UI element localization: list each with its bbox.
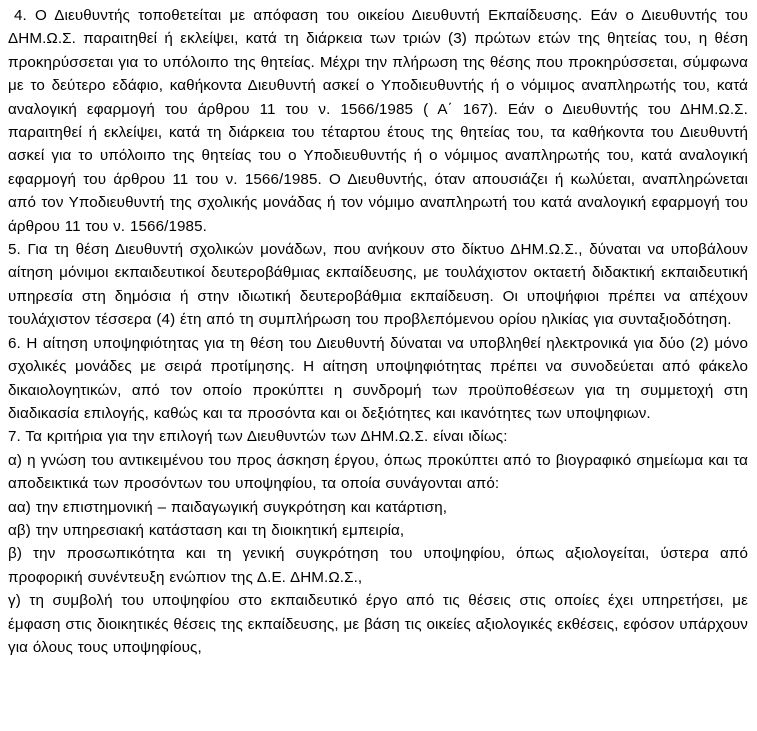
paragraph-item-alpha-alpha: αα) την επιστημονική – παιδαγωγική συγκρότηση και κατάρτιση,: [8, 498, 448, 516]
paragraph-item-beta: β) την προσωπικότητα και τη γενική συγκρότηση του υποψηφίου, όπως αξιολογείται, ύστερα από προφορική συνέντευξη ενώπιον της Δ.Ε. ΔΗΜ.Ω.Σ.,: [8, 545, 748, 586]
paragraph-item-gamma: γ) τη συμβολή του υποψηφίου στο εκπαιδευτικό έργο από τις θέσεις στις οποίες έχει υπηρετήσει, με έμφαση στις διοικητικές θέσεις της εκπαίδευσης, με βάση τις οικείες αξιολογικές εκθέσεις, εφόσον υπάρχουν για όλους τους υποψηφίους,: [8, 592, 748, 656]
paragraph-item-7: 7. Τα κριτήρια για την επιλογή των Διευθυντών των ΔΗΜ.Ω.Σ. είναι ιδίως:: [8, 428, 508, 446]
paragraph-item-6: 6. Η αίτηση υποψηφιότητας για τη θέση του Διευθυντή δύναται να υποβληθεί ηλεκτρονικά για δύο (2) μόνο σχολικές μονάδες με σειρά προτίμησης. Η αίτηση υποψηφιότητας πρέπει να συνοδεύεται από φάκελο δικαιολογητικών, από τον οποίο προκύπτει η συνδρομή των προϋποθέσεων για τη συμμετοχή στη διαδικασία επιλογής, καθώς και τα προσόντα και οι δεξιότητες και ικανότητες των υποψηφιων.: [8, 334, 748, 422]
paragraph-item-5: 5. Για τη θέση Διευθυντή σχολικών μονάδων, που ανήκουν στο δίκτυο ΔΗΜ.Ω.Σ., δύναται να υποβάλουν αίτηση μόνιμοι εκπαιδευτικοί δευτεροβάθμιας εκπαίδευσης, με τουλάχιστον οκταετή διδακτική εκπαιδευτική υπηρεσία στη δημόσια ή στην ιδιωτική δευτεροβάθμια εκπαίδευση. Οι υποψήφιοι πρέπει να απέχουν τουλάχιστον τέσσερα (4) έτη από τη συμπλήρωση του προβλεπόμενου ορίου ηλικίας για συνταξιοδότηση.: [8, 241, 748, 329]
paragraph-item-4: 4. Ο Διευθυντής τοποθετείται με απόφαση του οικείου Διευθυντή Εκπαίδευσης. Εάν ο Διευθυντής του ΔΗΜ.Ω.Σ. παραιτηθεί ή εκλείψει, κατά τη διάρκεια των τριών (3) πρώτων ετών της θητείας του, η θέση προκηρύσσεται για το υπόλοιπο της θητείας. Μέχρι την πλήρωση της θέσης που προκηρύσσεται, σύμφωνα με το δεύτερο εδάφιο, καθήκοντα Διευθυντή ασκεί ο Υποδιευθυντής ή ο νόμιμος αναπληρωτής του, κατά αναλογική εφαρμογή του άρθρου 11 του ν. 1566/1985 ( Α΄ 167). Εάν ο Διευθυντής του ΔΗΜ.Ω.Σ. παραιτηθεί ή εκλείψει, κατά τη διάρκεια του τέταρτου έτους της θητείας του, τα καθήκοντα του Διευθυντή ασκεί για το υπόλοιπο της θητείας του ο Υποδιευθυντής ή ο νόμιμος αναπληρωτής του, κατά αναλογική εφαρμογή του άρθρου 11 του ν. 1566/1985. Ο Διευθυντής, όταν απουσιάζει ή κωλύεται, αναπληρώνεται από τον Υποδιευθυντή της σχολικής μονάδας ή τον νόμιμο αναπληρωτή του κατά αναλογική εφαρμογή του άρθρου 11 του ν. 1566/1985.: [8, 7, 748, 235]
paragraph-item-alpha-beta: αβ) την υπηρεσιακή κατάσταση και τη διοικητική εμπειρία,: [8, 521, 405, 539]
paragraph-item-alpha: α) η γνώση του αντικειμένου του προς άσκηση έργου, όπως προκύπτει από το βιογραφικό σημείωμα και τα αποδεικτικά των προσόντων του υποψηφίου, τα οποία συνάγονται από:: [8, 451, 748, 493]
